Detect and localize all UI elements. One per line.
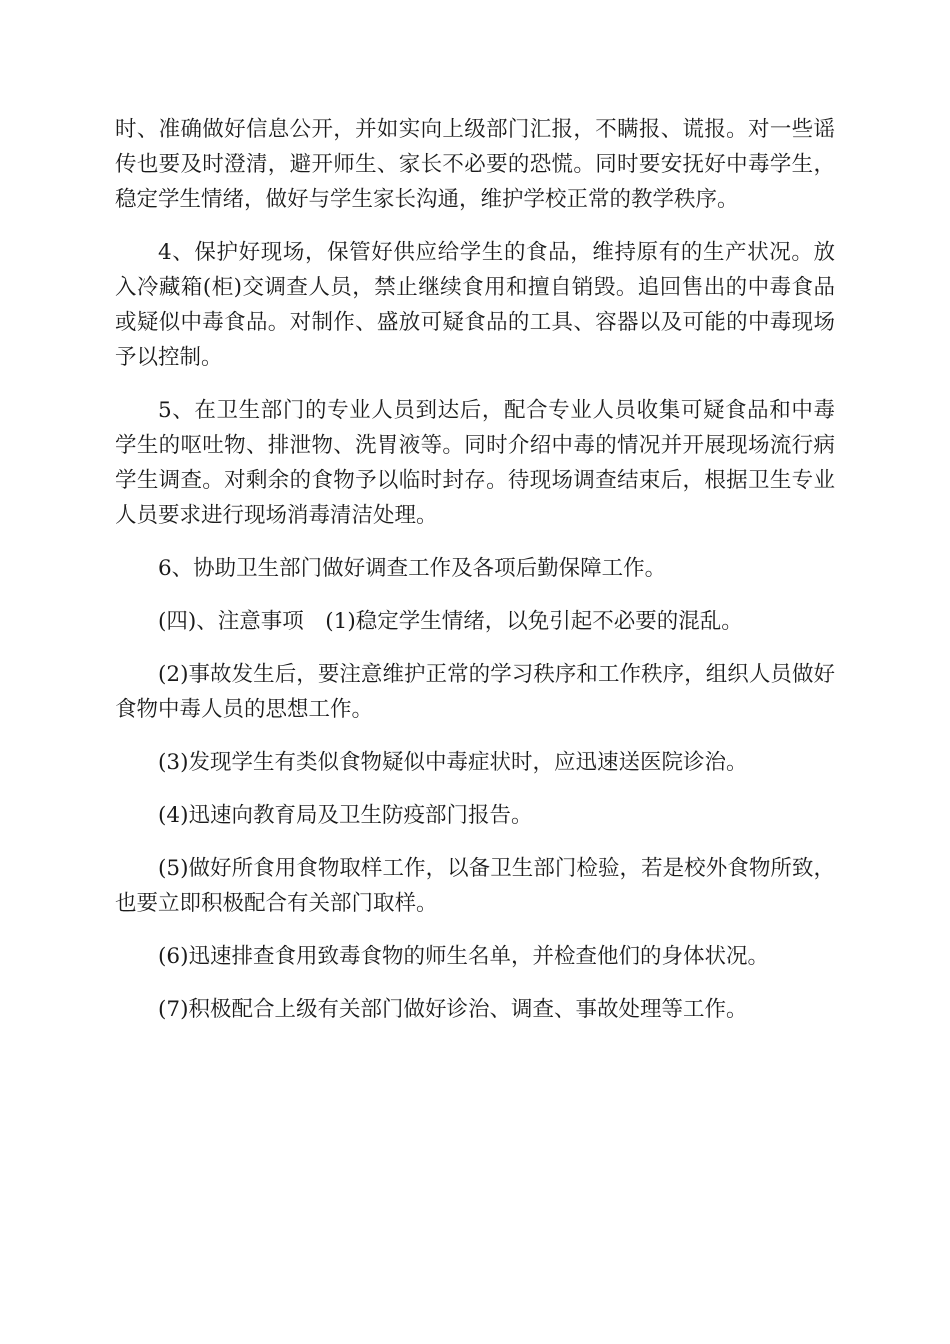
paragraph-section-4-notes: (四)、注意事项 (1)稳定学生情绪，以免引起不必要的混乱。 [158,609,743,634]
paragraph-note-3: (3)发现学生有类似食物疑似中毒症状时，应迅速送医院诊治。 [158,750,748,775]
paragraph-note-6: (6)迅速排查食用致毒食物的师生名单，并检查他们的身体状况。 [158,944,769,969]
paragraph-item-4: 4、保护好现场，保管好供应给学生的食品，维持原有的生产状况。放入冷藏箱(柜)交调查人员，禁止继续食用和擅自销毁。追回售出的中毒食品或疑似中毒食品。对制作、盛放可疑食品的工具、容器以及可能的中毒现场予以控制。 [115,240,835,370]
document-page [115,112,835,1045]
paragraph-continuation: 时、准确做好信息公开，并如实向上级部门汇报，不瞒报、谎报。对一些谣传也要及时澄清，避开师生、家长不必要的恐慌。同时要安抚好中毒学生，稳定学生情绪，做好与学生家长沟通，维护学校正常的教学秩序。 [115,117,835,212]
paragraph-note-2: (2)事故发生后，要注意维护正常的学习秩序和工作秩序，组织人员做好食物中毒人员的思想工作。 [115,662,835,722]
paragraph-note-7: (7)积极配合上级有关部门做好诊治、调查、事故处理等工作。 [158,997,748,1022]
paragraph-note-5: (5)做好所食用食物取样工作，以备卫生部门检验，若是校外食物所致，也要立即积极配合有关部门取样。 [115,856,835,916]
paragraph-item-6: 6、协助卫生部门做好调查工作及各项后勤保障工作。 [158,556,667,581]
paragraph-note-4: (4)迅速向教育局及卫生防疫部门报告。 [158,803,533,828]
paragraph-item-5: 5、在卫生部门的专业人员到达后，配合专业人员收集可疑食品和中毒学生的呕吐物、排泄物、洗胃液等。同时介绍中毒的情况并开展现场流行病学生调查。对剩余的食物予以临时封存。待现场调查结束后，根据卫生专业人员要求进行现场消毒清洁处理。 [115,398,835,528]
